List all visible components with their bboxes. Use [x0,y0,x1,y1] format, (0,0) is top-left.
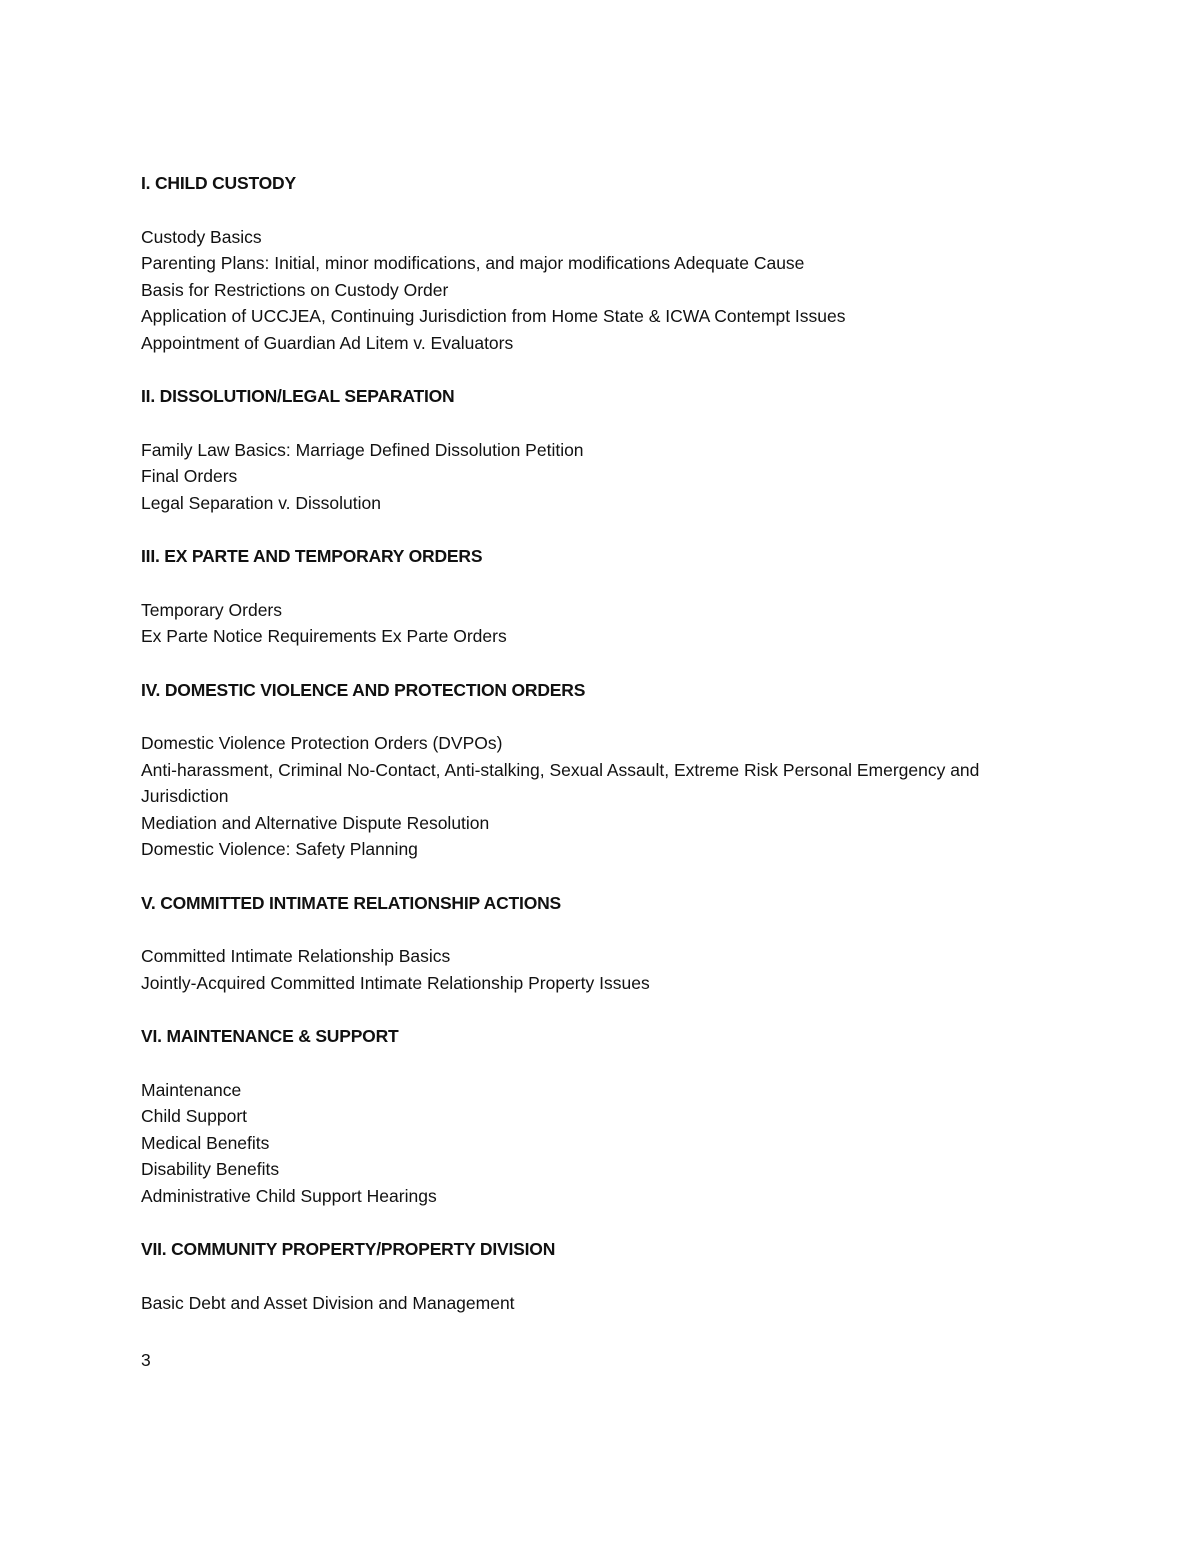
list-item: Domestic Violence: Safety Planning [141,839,418,859]
section-dissolution [141,383,1061,516]
section-heading: III. EX PARTE AND TEMPORARY ORDERS [141,546,483,566]
list-item: Parenting Plans: Initial, minor modifications, and major modifications Adequate Cause [141,253,805,273]
section-child-custody [141,170,1061,356]
section-committed-intimate-relationship [141,890,1061,997]
list-item: Administrative Child Support Hearings [141,1185,437,1206]
list-item: Ex Parte Notice Requirements Ex Parte Orders [141,626,507,646]
list-item: Mediation and Alternative Dispute Resolution [141,812,490,833]
section-ex-parte [141,543,1061,650]
list-item: Anti-harassment, Criminal No-Contact, Anti-stalking, Sexual Assault, Extreme Risk Personal Emergency and Jurisdiction [141,759,980,806]
section-item-list [141,1077,1061,1210]
section-heading: V. COMMITTED INTIMATE RELATIONSHIP ACTIONS [141,892,562,913]
list-item: Appointment of Guardian Ad Litem v. Evaluators [141,332,514,353]
list-item: Application of UCCJEA, Continuing Jurisdiction from Home State & ICWA Contempt Issues [141,306,846,326]
list-item: Basis for Restrictions on Custody Order [141,279,449,300]
section-item-list [141,437,1061,517]
list-item: Jointly-Acquired Committed Intimate Relationship Property Issues [141,972,650,993]
list-item: Maintenance [141,1079,242,1100]
list-item: Custody Basics [141,226,262,247]
section-maintenance-support [141,1023,1061,1209]
section-item-list [141,943,1061,996]
list-item: Family Law Basics: Marriage Defined Dissolution Petition [141,439,584,460]
list-item: Medical Benefits [141,1132,270,1153]
section-heading: VI. MAINTENANCE & SUPPORT [141,1026,399,1046]
list-item: Legal Separation v. Dissolution [141,492,381,513]
section-item-list [141,597,1061,650]
list-item: Child Support [141,1106,248,1126]
section-heading: IV. DOMESTIC VIOLENCE AND PROTECTION ORDERS [141,679,586,700]
outline-content [141,170,1061,1343]
list-item: Final Orders [141,466,238,486]
section-item-list [141,224,1061,357]
section-heading: I. CHILD CUSTODY [141,173,296,193]
section-heading: VII. COMMUNITY PROPERTY/PROPERTY DIVISION [141,1239,556,1259]
section-item-list [141,730,1061,863]
section-community-property [141,1236,1061,1316]
page-number: 3 [141,1350,151,1370]
section-heading: II. DISSOLUTION/LEGAL SEPARATION [141,386,455,406]
list-item: Committed Intimate Relationship Basics [141,946,451,966]
section-domestic-violence [141,677,1061,863]
list-item: Domestic Violence Protection Orders (DVPOs) [141,733,503,753]
list-item: Basic Debt and Asset Division and Management [141,1292,515,1313]
section-item-list [141,1290,1061,1317]
list-item: Disability Benefits [141,1159,280,1179]
list-item: Temporary Orders [141,599,283,620]
